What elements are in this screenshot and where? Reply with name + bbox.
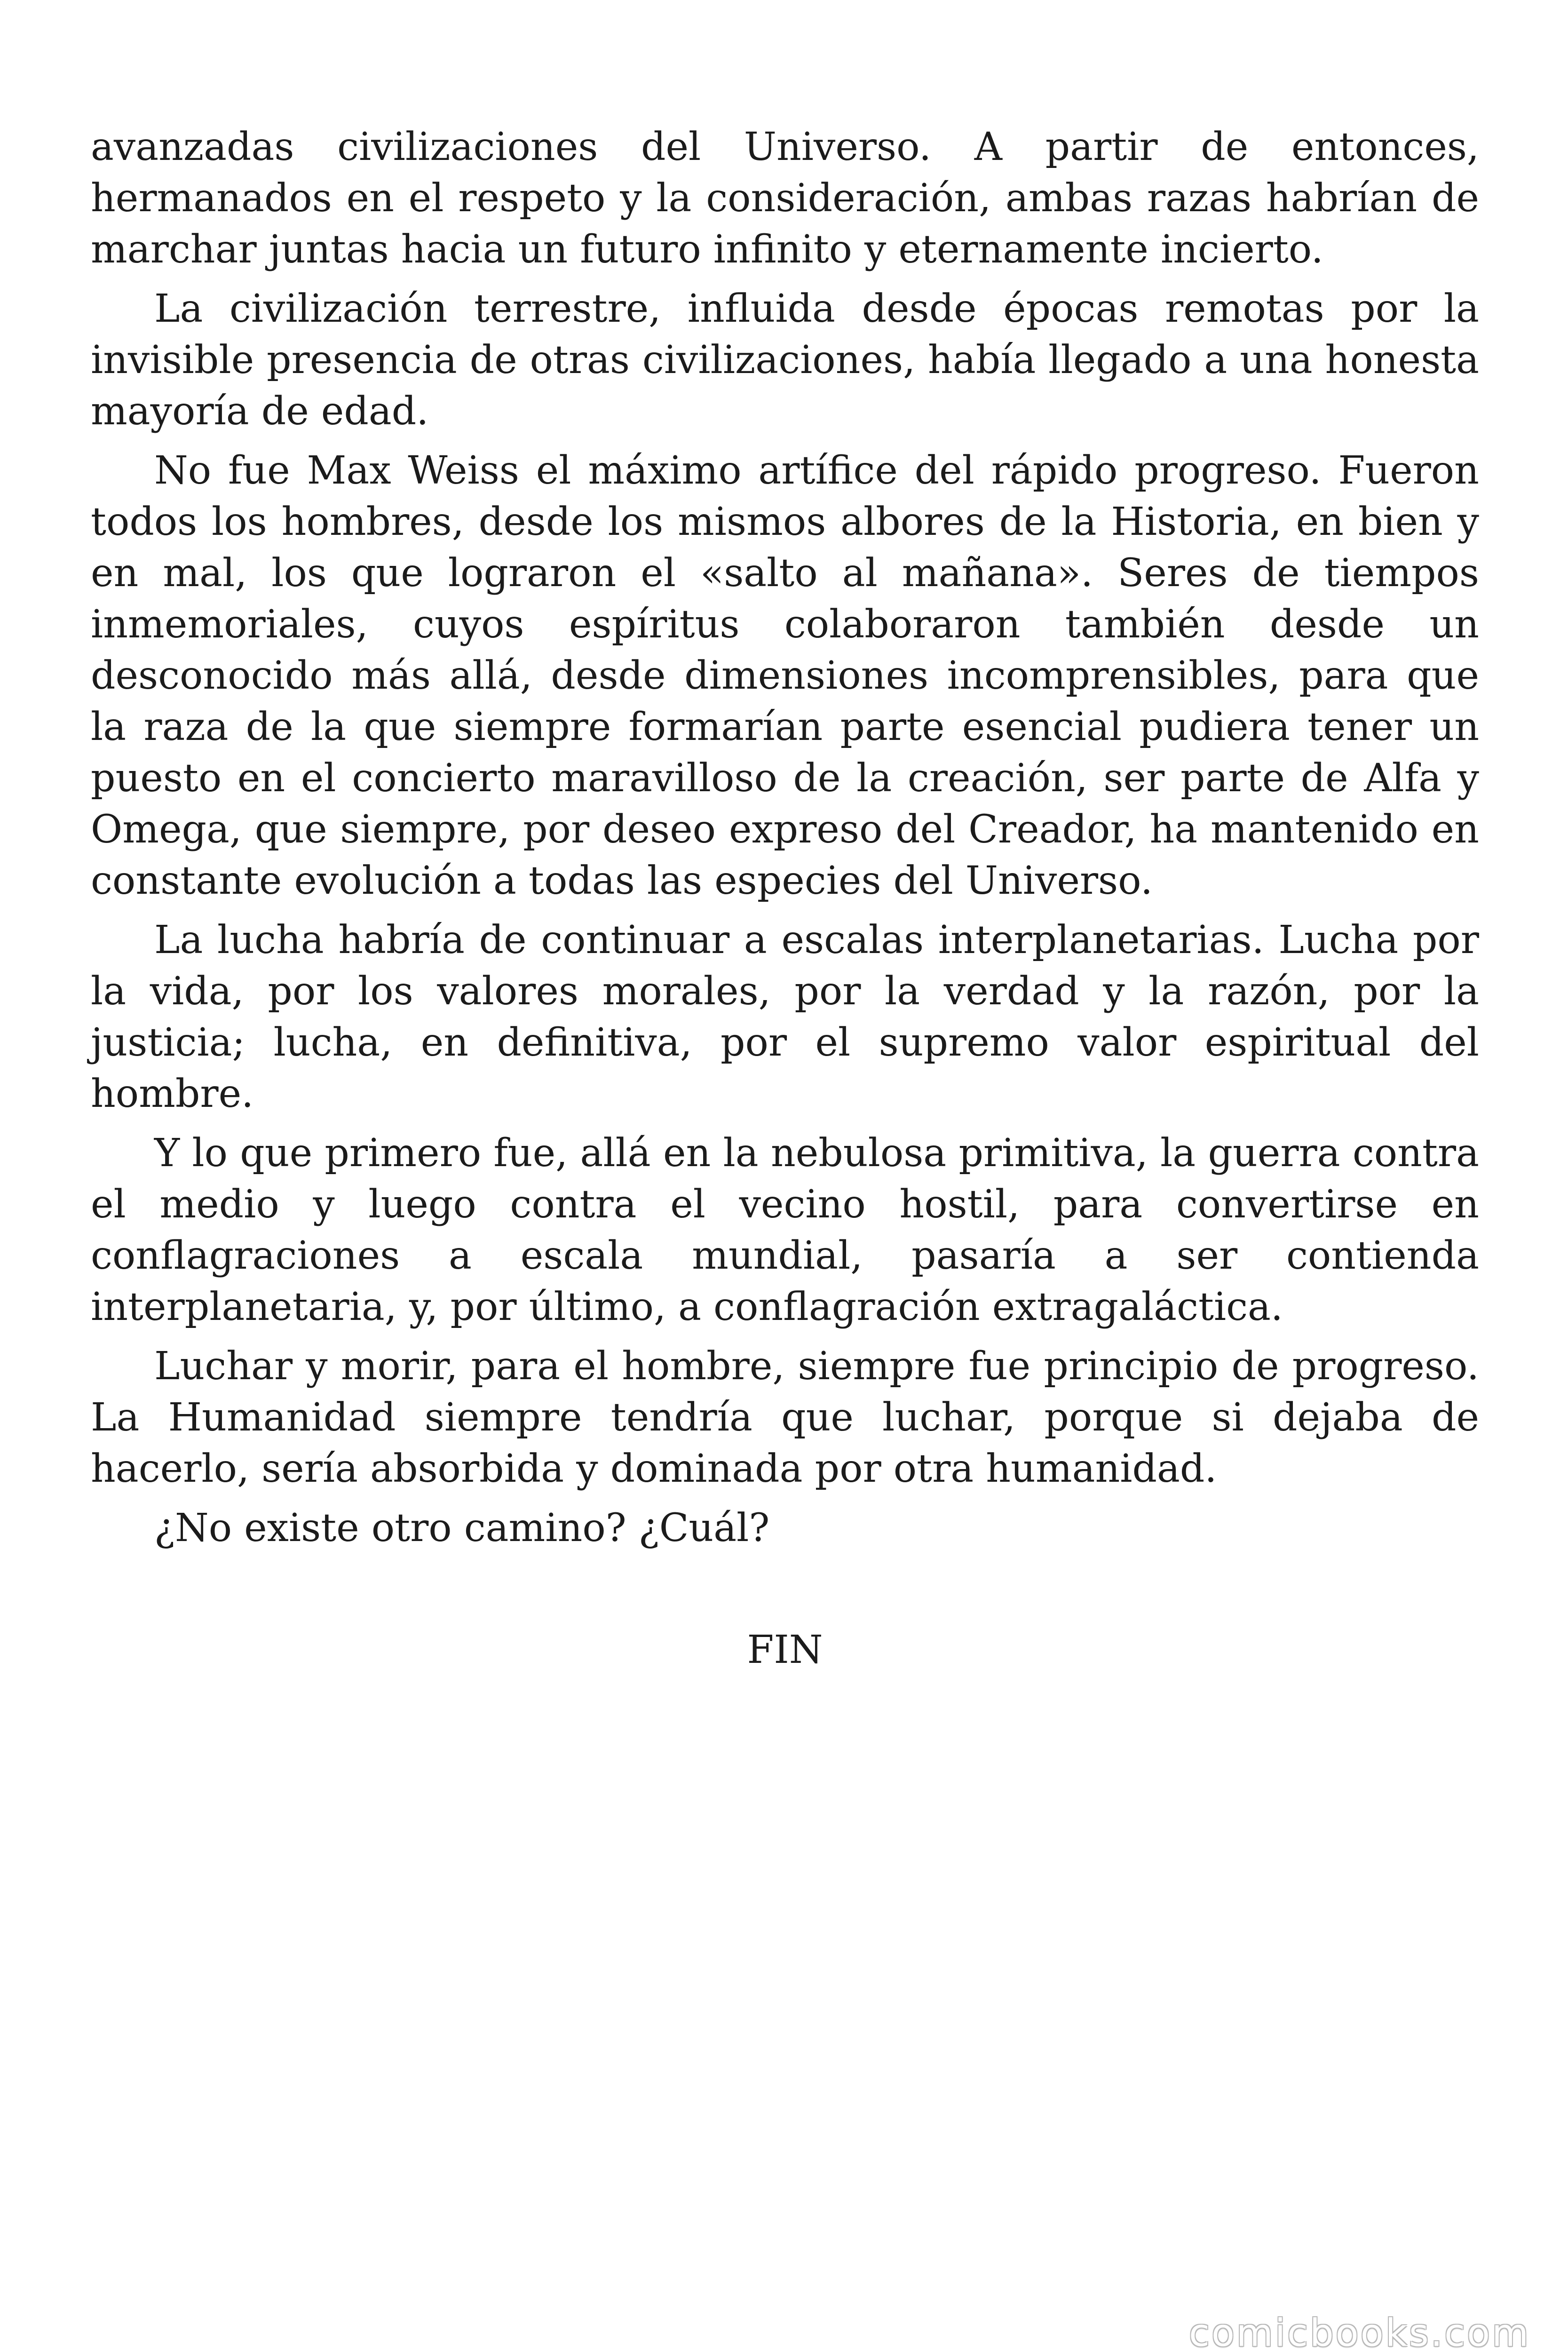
watermark: comicbooks.com xyxy=(1188,2311,1530,2352)
book-page xyxy=(91,121,1479,1684)
paragraph-6: Luchar y morir, para el hombre, siempre fue principio de progreso. La Humanidad siempre tendría que luchar, porque si dejaba de hacerlo, sería absorbida y dominada por otra humanidad. xyxy=(91,1344,1479,1491)
paragraph-1: avanzadas civilizaciones del Universo. A partir de entonces, hermanados en el respeto y la consideración, ambas razas habrían de marchar juntas hacia un futuro infinito y eternamente incierto. xyxy=(91,125,1479,272)
paragraph-5: Y lo que primero fue, allá en la nebulosa primitiva, la guerra contra el medio y luego contra el vecino hostil, para convertirse en conflagraciones a escala mundial, pasaría a ser contienda interplanetaria, y, por último, a conflagración extragaláctica. xyxy=(91,1131,1479,1329)
paragraph-4: La lucha habría de continuar a escalas interplanetarias. Lucha por la vida, por los valores morales, por la verdad y la razón, por la justicia; lucha, en definitiva, por el supremo valor espiritual del hombre. xyxy=(91,918,1479,1116)
end-mark: FIN xyxy=(747,1628,823,1672)
paragraph-7: ¿No existe otro camino? ¿Cuál? xyxy=(154,1506,770,1550)
paragraph-2: La civilización terrestre, influida desde épocas remotas por la invisible presencia de otras civilizaciones, había llegado a una honesta mayoría de edad. xyxy=(91,286,1479,434)
paragraph-3: No fue Max Weiss el máximo artífice del rápido progreso. Fueron todos los hombres, desde los mismos albores de la Historia, en bien y en mal, los que lograron el «salto al mañana». Seres de tiempos inmemoriales, cuyos espíritus colaboraron también desde un desconocido más allá, desde dimensiones incomprensibles, para que la raza de la que siempre formarían parte esencial pudiera tener un puesto en el concierto maravilloso de la creación, ser parte de Alfa y Omega, que siempre, por deseo expreso del Creador, ha mantenido en constante evolución a todas las especies del Universo. xyxy=(91,448,1479,903)
